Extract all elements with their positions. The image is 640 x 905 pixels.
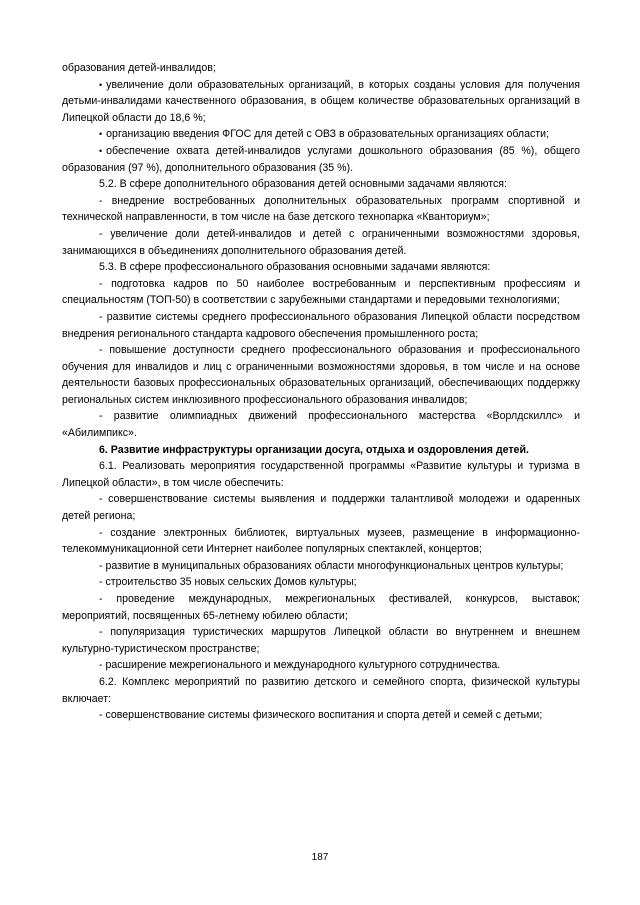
bullet-item xyxy=(62,126,580,143)
section-intro: 6.2. Комплекс мероприятий по развитию детского и семейного спорта, физической культуры включает: xyxy=(62,675,580,705)
section-heading: 6. Развитие инфраструктуры организации досуга, отдыха и оздоровления детей. xyxy=(99,443,529,456)
list-item: - повышение доступности среднего профессионального образования и профессионального обучения для инвалидов и лиц с ограниченными возможностями здоровья, в том числе и на основе деятельности базовых профессиональных образовательных организаций, обеспечивающих поддержку региональных систем инклюзивного профессионального образования инвалидов; xyxy=(62,344,580,406)
bullet-item xyxy=(62,143,580,176)
list-item: - увеличение доли детей-инвалидов и детей с ограниченными возможностями здоровья, занимающихся в объединениях дополнительного образования детей. xyxy=(62,227,580,257)
list-item: - подготовка кадров по 50 наиболее востребованным и перспективным профессиям и специальностям (ТОП-50) в соответствии с зарубежными стандартами и передовыми технологиями; xyxy=(62,277,580,307)
list-item: - создание электронных библиотек, виртуальных музеев, размещение в информационно-телекоммуникационной сети Интернет наиболее популярных спектаклей, концертов; xyxy=(62,526,580,556)
paragraph-continuation: образования детей-инвалидов; xyxy=(62,62,216,74)
list-item: - развитие олимпиадных движений профессионального мастерства «Ворлдскиллс» и «Абилимпикс». xyxy=(62,410,580,440)
list-item: - строительство 35 новых сельских Домов культуры; xyxy=(99,576,357,589)
list-item: - проведение международных, межрегиональных фестивалей, конкурсов, выставок; мероприятий, посвященных 65-летнему юбилею области; xyxy=(62,593,580,622)
list-item: - совершенствование системы физического воспитания и спорта детей и семей с детьми; xyxy=(99,709,543,722)
bullet-item-text: обеспечение охвата детей-инвалидов услугами дошкольного образования (85 %), общего образования (97 %), дополнительного образования (35 %). xyxy=(62,144,580,174)
bullet-item xyxy=(62,77,580,127)
section-intro: 5.3. В сфере профессионального образования основными задачами являются: xyxy=(99,261,491,274)
list-item: - внедрение востребованных дополнительных образовательных программ спортивной и технической направленности, в том числе на базе детского технопарка «Кванториум»; xyxy=(62,194,580,224)
bullet-item-text: увеличение доли образовательных организаций, в которых созданы условия для получения детьми-инвалидами качественного образования, в общем количестве образовательных организаций в Липецкой области до 18,6 %; xyxy=(62,78,580,124)
page-number: 187 xyxy=(311,852,329,863)
document-body xyxy=(62,60,580,724)
bullet-icon: • xyxy=(99,79,103,90)
bullet-icon: • xyxy=(99,145,103,156)
list-item: - расширение межрегионального и международного культурного сотрудничества. xyxy=(99,659,501,672)
list-item: - совершенствование системы выявления и поддержки талантливой молодежи и одаренных детей региона; xyxy=(62,493,580,523)
list-item: - развитие системы среднего профессионального образования Липецкой области посредством внедрения регионального стандарта кадрового обеспечения промышленного роста; xyxy=(62,310,580,340)
list-item: - популяризация туристических маршрутов Липецкой области во внутреннем и внешнем культурно-туристическом пространстве; xyxy=(62,626,580,655)
bullet-icon: • xyxy=(99,129,103,140)
section-intro: 6.1. Реализовать мероприятия государственной программы «Развитие культуры и туризма в Липецкой области», в том числе обеспечить: xyxy=(62,460,580,489)
list-item: - развитие в муниципальных образованиях области многофункциональных центров культуры; xyxy=(99,559,564,572)
section-intro: 5.2. В сфере дополнительного образования детей основными задачами являются: xyxy=(99,178,507,191)
bullet-item-text: организацию введения ФГОС для детей с ОВЗ в образовательных организациях области; xyxy=(106,128,550,141)
